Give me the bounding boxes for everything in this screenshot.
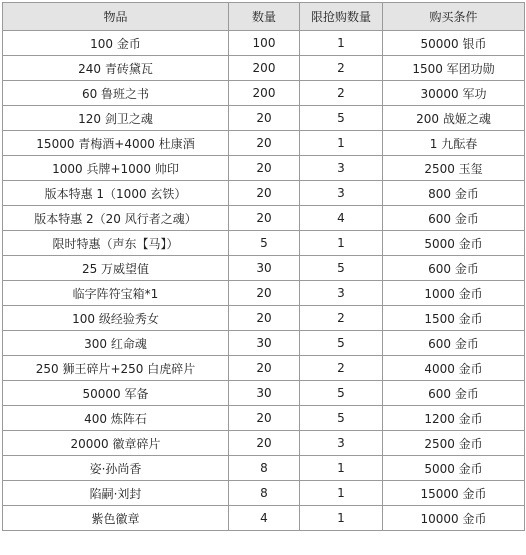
cell-purchase-condition: 2500 玉玺: [383, 156, 525, 181]
cell-item: 60 鲁班之书: [3, 81, 229, 106]
cell-purchase-condition: 1000 金币: [383, 281, 525, 306]
cell-item: 1000 兵牌+1000 帅印: [3, 156, 229, 181]
table-row: [3, 181, 525, 206]
cell-item: 15000 青梅酒+4000 杜康酒: [3, 131, 229, 156]
cell-quantity: 30: [229, 331, 300, 356]
cell-quantity: 20: [229, 181, 300, 206]
cell-item: 版本特惠 2（20 风行者之魂）: [3, 206, 229, 231]
cell-purchase-limit: 1: [300, 131, 383, 156]
header-item: 物品: [3, 3, 229, 31]
cell-purchase-limit: 5: [300, 406, 383, 431]
cell-quantity: 200: [229, 81, 300, 106]
table-row: [3, 56, 525, 81]
cell-item: 限时特惠（声东【马】）: [3, 231, 229, 256]
cell-item: 300 红命魂: [3, 331, 229, 356]
cell-purchase-limit: 5: [300, 381, 383, 406]
cell-purchase-limit: 5: [300, 106, 383, 131]
cell-purchase-condition: 2500 金币: [383, 431, 525, 456]
header-row: [3, 3, 525, 31]
cell-quantity: 30: [229, 381, 300, 406]
cell-purchase-limit: 1: [300, 481, 383, 506]
cell-purchase-limit: 5: [300, 256, 383, 281]
cell-purchase-limit: 1: [300, 31, 383, 56]
table-row: [3, 81, 525, 106]
cell-purchase-limit: 2: [300, 306, 383, 331]
table-header: [3, 3, 525, 31]
cell-purchase-condition: 600 金币: [383, 206, 525, 231]
cell-purchase-condition: 10000 金币: [383, 506, 525, 531]
cell-purchase-condition: 1 九酝春: [383, 131, 525, 156]
cell-quantity: 20: [229, 356, 300, 381]
table-body: [3, 31, 525, 531]
cell-item: 紫色徽章: [3, 506, 229, 531]
cell-quantity: 100: [229, 31, 300, 56]
table-row: [3, 381, 525, 406]
cell-purchase-condition: 600 金币: [383, 256, 525, 281]
cell-item: 120 剑卫之魂: [3, 106, 229, 131]
table-row: [3, 331, 525, 356]
cell-item: 250 狮王碎片+250 白虎碎片: [3, 356, 229, 381]
cell-quantity: 20: [229, 431, 300, 456]
cell-quantity: 20: [229, 406, 300, 431]
cell-purchase-condition: 30000 军功: [383, 81, 525, 106]
cell-purchase-limit: 5: [300, 331, 383, 356]
header-purchase-limit: 限抢购数量: [300, 3, 383, 31]
cell-item: 陷嗣·刘封: [3, 481, 229, 506]
cell-quantity: 20: [229, 106, 300, 131]
cell-purchase-limit: 2: [300, 56, 383, 81]
table-row: [3, 306, 525, 331]
cell-quantity: 4: [229, 506, 300, 531]
purchase-table: [2, 2, 525, 531]
table-row: [3, 506, 525, 531]
table-row: [3, 406, 525, 431]
table-row: [3, 356, 525, 381]
table-row: [3, 456, 525, 481]
cell-item: 240 青砖黛瓦: [3, 56, 229, 81]
cell-purchase-limit: 3: [300, 156, 383, 181]
table-row: [3, 31, 525, 56]
header-quantity: 数量: [229, 3, 300, 31]
cell-quantity: 20: [229, 131, 300, 156]
cell-item: 100 级经验秀女: [3, 306, 229, 331]
cell-purchase-condition: 200 战姬之魂: [383, 106, 525, 131]
cell-purchase-limit: 4: [300, 206, 383, 231]
cell-purchase-limit: 2: [300, 81, 383, 106]
cell-purchase-limit: 1: [300, 456, 383, 481]
cell-quantity: 20: [229, 306, 300, 331]
cell-item: 20000 徽章碎片: [3, 431, 229, 456]
cell-purchase-condition: 800 金币: [383, 181, 525, 206]
table-row: [3, 156, 525, 181]
cell-item: 50000 军备: [3, 381, 229, 406]
cell-purchase-limit: 3: [300, 281, 383, 306]
cell-item: 25 万威望值: [3, 256, 229, 281]
cell-purchase-condition: 15000 金币: [383, 481, 525, 506]
cell-purchase-limit: 3: [300, 181, 383, 206]
cell-quantity: 20: [229, 156, 300, 181]
table-row: [3, 431, 525, 456]
cell-purchase-condition: 4000 金币: [383, 356, 525, 381]
cell-purchase-condition: 50000 银币: [383, 31, 525, 56]
table-row: [3, 106, 525, 131]
cell-purchase-condition: 600 金币: [383, 381, 525, 406]
cell-quantity: 200: [229, 56, 300, 81]
table-row: [3, 256, 525, 281]
cell-purchase-condition: 1500 金币: [383, 306, 525, 331]
cell-purchase-limit: 1: [300, 506, 383, 531]
table-row: [3, 281, 525, 306]
header-purchase-condition: 购买条件: [383, 3, 525, 31]
cell-purchase-condition: 5000 金币: [383, 456, 525, 481]
cell-purchase-condition: 5000 金币: [383, 231, 525, 256]
cell-purchase-limit: 2: [300, 356, 383, 381]
cell-purchase-condition: 600 金币: [383, 331, 525, 356]
cell-item: 版本特惠 1（1000 玄铁）: [3, 181, 229, 206]
cell-quantity: 30: [229, 256, 300, 281]
table-row: [3, 206, 525, 231]
table-row: [3, 481, 525, 506]
cell-quantity: 8: [229, 456, 300, 481]
table-row: [3, 131, 525, 156]
cell-item: 姿·孙尚香: [3, 456, 229, 481]
cell-purchase-limit: 1: [300, 231, 383, 256]
cell-item: 400 炼阵石: [3, 406, 229, 431]
cell-quantity: 8: [229, 481, 300, 506]
cell-item: 临字阵符宝箱*1: [3, 281, 229, 306]
table-row: [3, 231, 525, 256]
cell-quantity: 20: [229, 206, 300, 231]
cell-purchase-condition: 1500 军团功勋: [383, 56, 525, 81]
cell-purchase-condition: 1200 金币: [383, 406, 525, 431]
cell-quantity: 5: [229, 231, 300, 256]
cell-item: 100 金币: [3, 31, 229, 56]
cell-purchase-limit: 3: [300, 431, 383, 456]
cell-quantity: 20: [229, 281, 300, 306]
